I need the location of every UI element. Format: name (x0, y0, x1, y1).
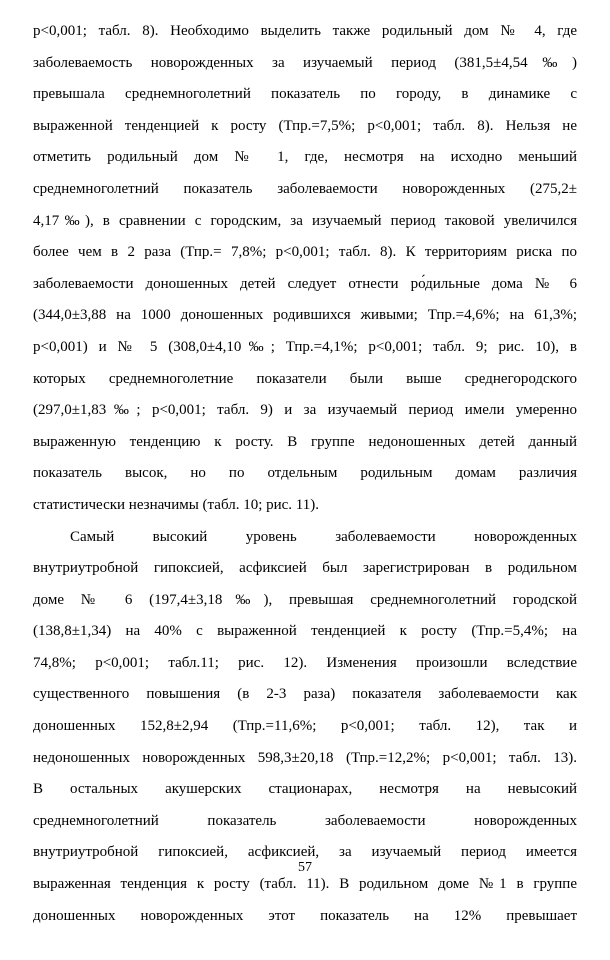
text-line: выраженная тенденция к росту (табл. 11). В родильном доме №1 в группе (33, 876, 577, 893)
text-line: p<0,001) и № 5 (308,0±4,10‰; Тпр.=4,1%; p<0,001; табл. 9; рис. 10), в (33, 338, 577, 355)
text-line: доме № 6 (197,4±3,18‰), превышая среднемноголетний городской (33, 591, 577, 608)
text-line: превышала среднемноголетний показатель по городу, в динамике с (33, 86, 577, 103)
text-line: более чем в 2 раза (Тпр.= 7,8%; p<0,001; табл. 8). К территориям риска по (33, 244, 577, 261)
text-line: В остальных акушерских стационарах, несмотря на невысокий (33, 781, 577, 798)
text-line: (344,0±3,88 на 1000 доношенных родившихся живыми; Тпр.=4,6%; на 61,3%; (33, 307, 577, 324)
text-line: доношенных новорожденных этот показатель на 12% превышает (33, 907, 577, 924)
text-line: недоношенных новорожденных 598,3±20,18 (Тпр.=12,2%; p<0,001; табл. 13). (33, 749, 577, 766)
text-line: среднемноголетний показатель заболеваемости новорожденных (275,2± (33, 180, 577, 197)
text-line: доношенных 152,8±2,94 (Тпр.=11,6%; p<0,001; табл. 12), так и (33, 718, 577, 735)
text-line: существенного повышения (в 2-3 раза) показателя заболеваемости как (33, 686, 577, 703)
text-line: 74,8%; p<0,001; табл.11; рис. 12). Изменения произошли вследствие (33, 654, 577, 671)
body-text (33, 16, 577, 932)
text-line: среднемноголетний показатель заболеваемости новорожденных (33, 812, 577, 829)
text-line: которых среднемноголетние показатели были выше среднегородского (33, 370, 577, 387)
text-line: статистически незначимы (табл. 10; рис. 11). (33, 496, 319, 513)
text-line: выраженной тенденцией к росту (Тпр.=7,5%; p<0,001; табл. 8). Нельзя не (33, 117, 577, 134)
text-line: отметить родильный дом № 1, где, несмотря на исходно меньший (33, 149, 577, 166)
paragraph-1 (33, 16, 577, 522)
text-line: Самый высокий уровень заболеваемости новорожденных (70, 528, 577, 545)
page-number: 57 (298, 860, 312, 875)
text-line: (297,0±1,83‰; p<0,001; табл. 9) и за изучаемый период имели умеренно (33, 402, 577, 419)
text-line: заболеваемости доношенных детей следует отнести ро́дильные дома № 6 (33, 275, 577, 292)
text-line: выраженную тенденцию к росту. В группе недоношенных детей данный (33, 433, 577, 450)
text-line: р<0,001; табл. 8). Необходимо выделить также родильный дом № 4, где (33, 23, 577, 39)
text-line: внутриутробной гипоксией, асфиксией, за изучаемый период имеется (33, 844, 577, 861)
text-line: (138,8±1,34) на 40% с выраженной тенденцией к росту (Тпр.=5,4%; на (33, 623, 577, 640)
text-line: заболеваемость новорожденных за изучаемый период (381,5±4,54‰) (33, 54, 577, 71)
text-line: 4,17‰), в сравнении с городским, за изучаемый период таковой увеличился (33, 212, 577, 229)
text-line: показатель высок, но по отдельным родильным домам различия (33, 465, 577, 482)
text-line: внутриутробной гипоксией, асфиксией был зарегистрирован в родильном (33, 560, 577, 577)
